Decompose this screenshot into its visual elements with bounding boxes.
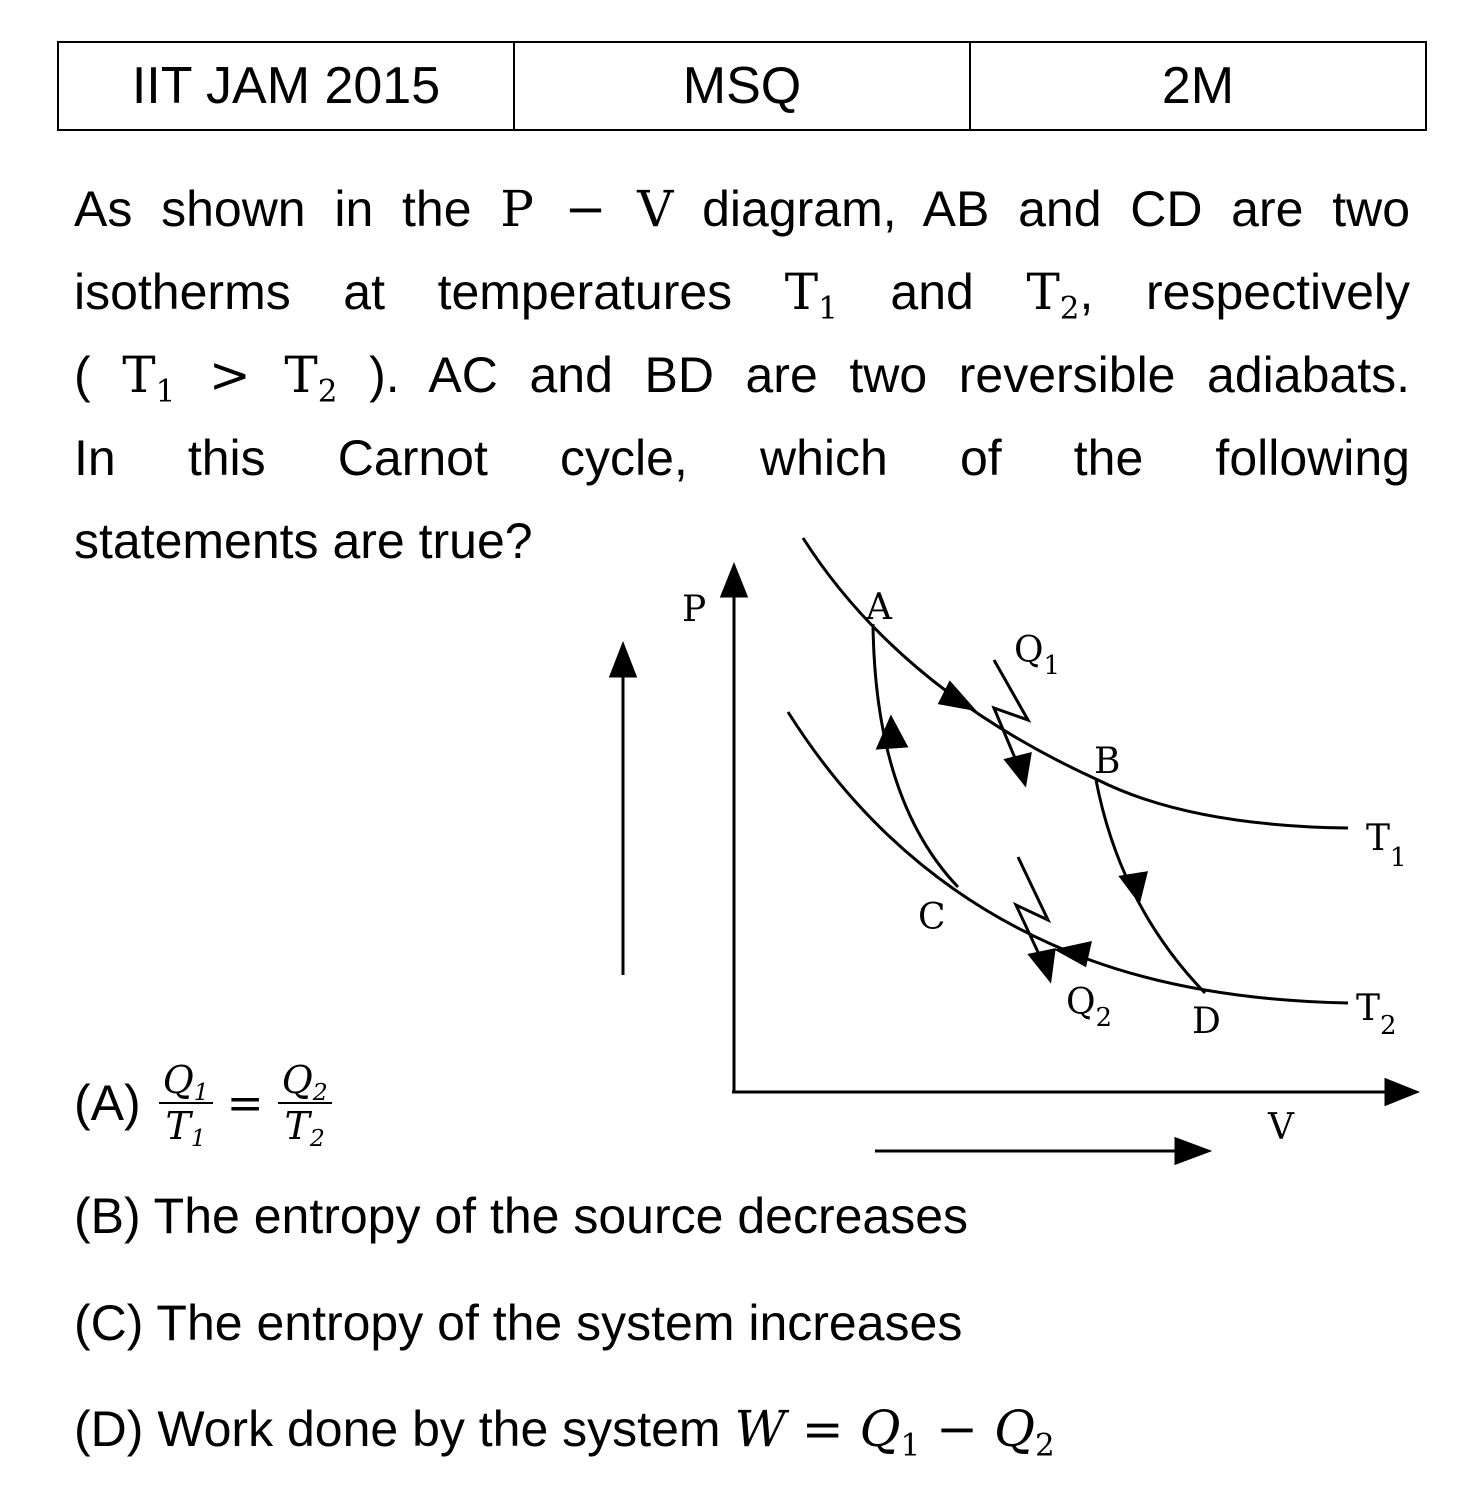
arrow-dc	[1058, 943, 1090, 965]
question-line-4: In this Carnot cycle, which of the following	[74, 430, 1410, 486]
heat-out-zigzag	[1016, 857, 1048, 965]
option-d-equation: $W = Q_1 - Q_2$	[734, 1400, 1055, 1464]
question-marks: 2M	[1161, 57, 1235, 115]
point-b-label: B	[1094, 741, 1121, 782]
pv-diagram	[560, 528, 1440, 1168]
arrow-bd	[1121, 873, 1146, 901]
question-line-2: isotherms at temperatures $T_1$ and $T_2$, respectively	[74, 263, 1410, 327]
heat-in-zigzag	[994, 660, 1028, 770]
adiabat-ac	[873, 624, 958, 887]
heat-out-arrowhead	[1030, 950, 1054, 980]
isotherm-t2-label: $T_2$	[1356, 988, 1397, 1041]
isotherm-t2	[788, 712, 1348, 1003]
p-axis-label: P	[682, 589, 707, 630]
p-axis-arrowhead	[722, 566, 746, 596]
question-header	[57, 41, 1427, 131]
isotherm-t1	[803, 538, 1348, 828]
question-type: MSQ	[515, 43, 971, 129]
point-d-label: D	[1192, 1001, 1221, 1042]
arrow-ab	[940, 683, 973, 709]
option-a-fraction-right: $\frac{Q_2}{T_2}$	[278, 1058, 332, 1148]
point-a-label: A	[866, 587, 892, 628]
exam-name: IIT JAM 2015	[59, 43, 515, 129]
point-c-label: C	[918, 897, 946, 938]
option-b: (B) The entropy of the source decreases	[74, 1188, 969, 1244]
question-text	[74, 168, 1410, 583]
option-a-fraction-left: $\frac{Q_1}{T_1}$	[159, 1058, 213, 1148]
heat-q1-label: $Q_1$	[1014, 630, 1061, 681]
isotherm-t1-label: $T_1$	[1366, 818, 1407, 873]
question-line-5: statements are true?	[74, 513, 533, 569]
v-axis-label: V	[1268, 1107, 1294, 1148]
option-d: (D) Work done by the system $W = Q_1 - Q_2$	[74, 1400, 1055, 1464]
option-a: (A) $\frac{Q_1}{T_1}$ = $\frac{Q_2}{T_2}$	[74, 1058, 336, 1148]
heat-q2-label: $Q_2$	[1066, 982, 1113, 1033]
question-line-3: ( $T_1 > T_2$ ). AC and BD are two reversible adiabats.	[74, 346, 1410, 410]
v-axis-arrowhead	[1386, 1080, 1416, 1104]
heat-in-arrowhead	[1006, 754, 1030, 784]
question-line-1: As shown in the P − V diagram, AB and CD are two	[74, 180, 1410, 238]
option-c: (C) The entropy of the system increases	[74, 1295, 963, 1351]
